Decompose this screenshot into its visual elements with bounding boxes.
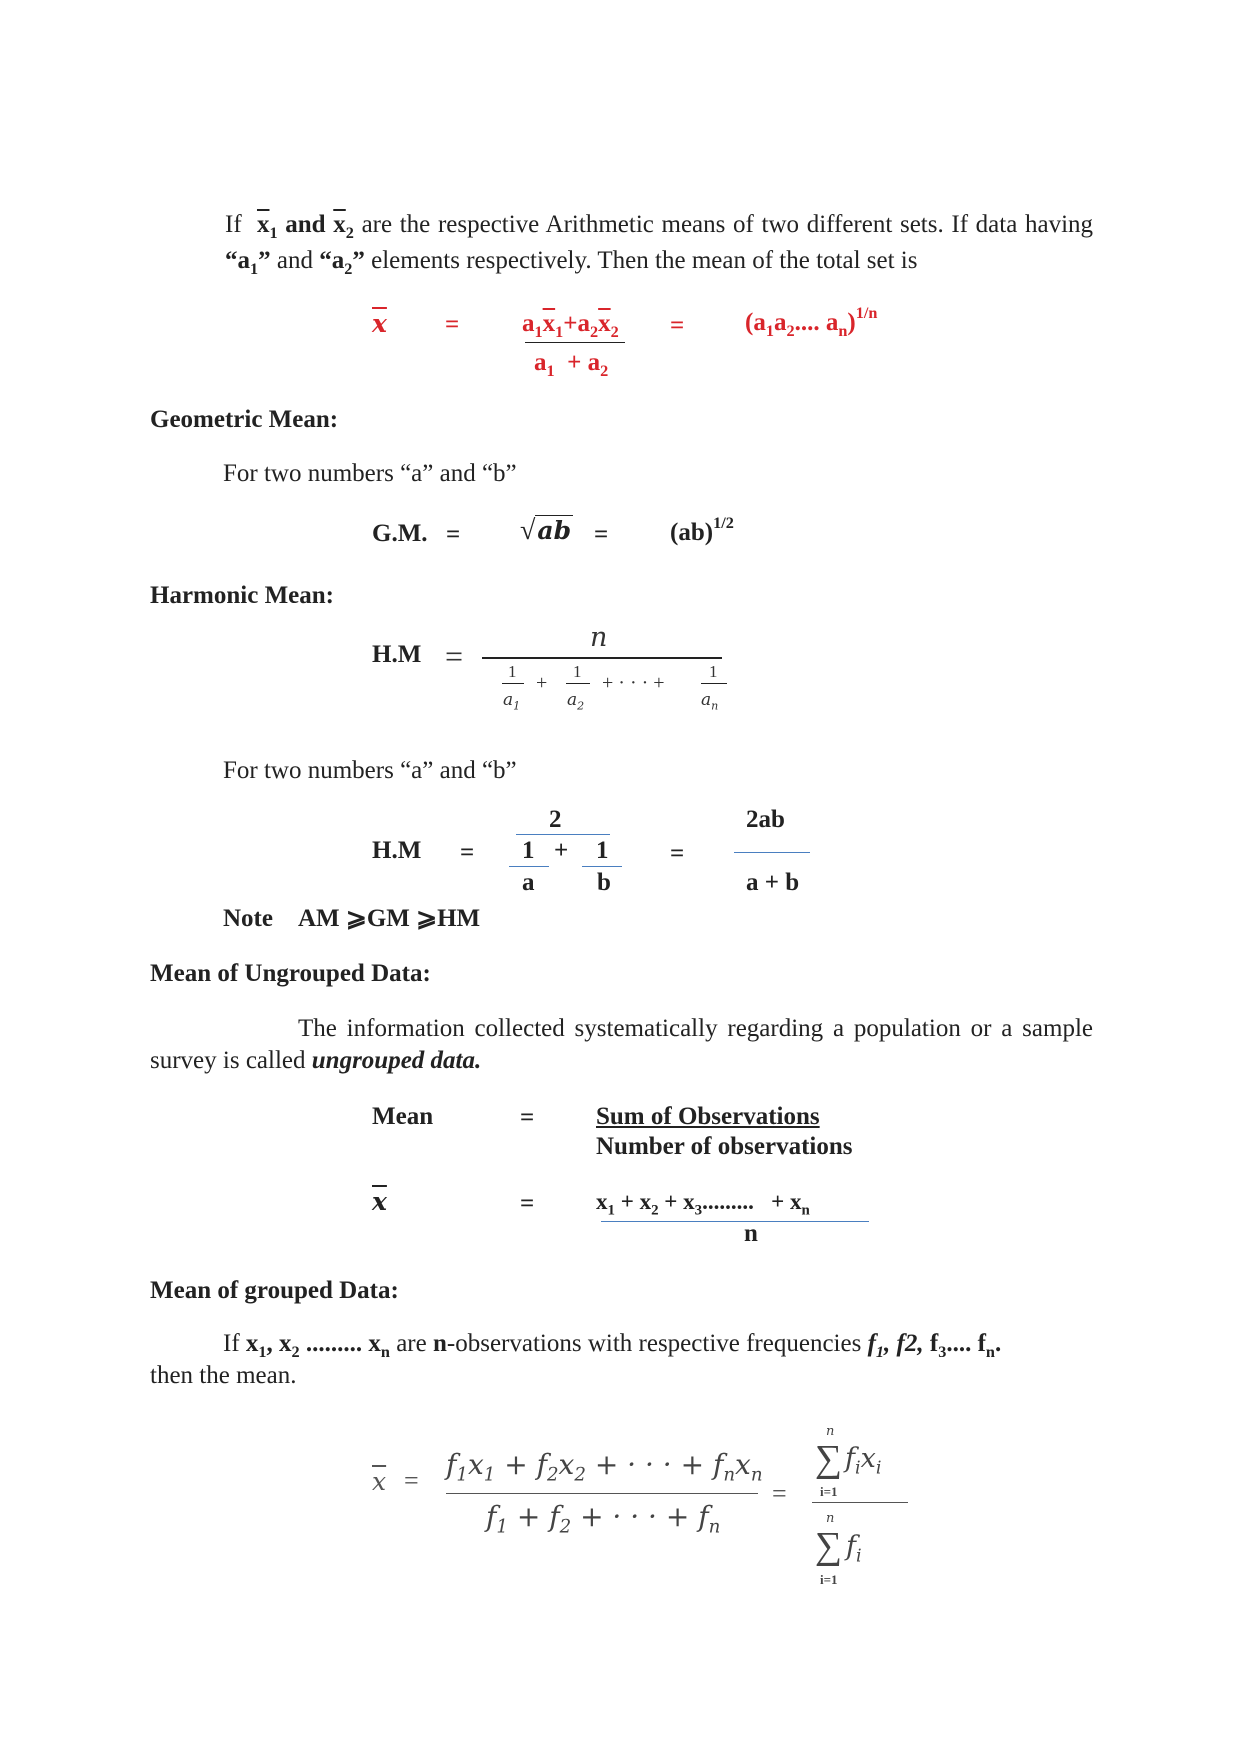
combined-fraction-bar xyxy=(525,342,625,343)
hm2-num: 2 xyxy=(549,806,562,833)
intro-rest2: elements respectively. Then the mean of the total set is xyxy=(371,247,918,274)
mean-lhs2: $\overline{x}$ xyxy=(372,1187,387,1216)
x2-sub: 2 xyxy=(345,224,354,242)
intro-rest1: are the respective Arithmetic means of two different sets. If data having xyxy=(361,211,1094,238)
sum-fraction-bar xyxy=(812,1502,908,1503)
hm2-bar3 xyxy=(734,852,810,853)
combined-denominator: $a_1 + a_2$ xyxy=(534,349,609,380)
grouped-lhs: $\overline{x}$ xyxy=(372,1467,387,1496)
note-label: Note xyxy=(223,905,273,932)
hm2-eq3: = xyxy=(670,840,685,867)
hm-a2: $a_2$ xyxy=(567,690,585,713)
hm-one-1: 1 xyxy=(508,662,517,681)
combined-eq2: = xyxy=(670,312,685,339)
hm2-bar-a xyxy=(509,866,549,867)
hm2-label: H.M xyxy=(372,837,422,864)
mean-num2: $x_1 + x_2 + x_3$......... + $x_n$ xyxy=(596,1189,810,1219)
hm-an: $a_n$ xyxy=(701,690,719,713)
hm-fraction-bar xyxy=(482,657,722,659)
grouped-paragraph: If $x_1$, $x_2$ ......... $x_n$ are n-observations with respective frequencies $f_1$, f2, $f_3$.... $f_n$. then the mean. xyxy=(150,1330,1002,1389)
hm-label: H.M xyxy=(372,641,422,668)
note-text: AM ⩾GM ⩾HM xyxy=(298,905,481,932)
mean-den1: Number of observations xyxy=(596,1133,853,1160)
sum-top-n: n xyxy=(826,1424,835,1439)
hm2-den3: a + b xyxy=(746,869,800,896)
hm-bar-2 xyxy=(566,683,590,684)
hm2-bar-b xyxy=(582,866,622,867)
gm-rhs: (ab)$^{1/2}$ xyxy=(670,513,734,546)
intro-paragraph xyxy=(225,207,1093,279)
mean-label: Mean xyxy=(372,1103,434,1130)
geometric-intro: For two numbers “a” and “b” xyxy=(223,460,517,487)
sum2-icon: ∑ xyxy=(815,1525,843,1567)
sum2-bottom: i=1 xyxy=(820,1572,838,1587)
hm2-one-b: 1 xyxy=(596,837,609,864)
x2-bar: $\overline{x}$ xyxy=(333,211,346,238)
grouped-numerator: $f_1x_1 + f_2x_2$ + · · · + $f_nx_n$ xyxy=(446,1448,763,1486)
hm2-eq: = xyxy=(460,839,475,866)
grouped-eq1: = xyxy=(404,1466,419,1495)
hm-plus-dots: + · · · + xyxy=(602,672,665,694)
hm2-one-a: 1 xyxy=(522,837,535,864)
gm-sqrt: √ab xyxy=(520,515,572,546)
a1-sub: 1 xyxy=(250,260,259,278)
hm2-den-b: b xyxy=(597,869,611,896)
combined-eq1: = xyxy=(445,311,460,338)
mean-eq1: = xyxy=(520,1104,535,1131)
combined-rhs: ($a_1a_2$.... $a_n)^{1/n}$ xyxy=(745,303,878,340)
gm-label: G.M. xyxy=(372,520,428,547)
hm-numerator: n xyxy=(590,622,608,653)
mean-eq2: = xyxy=(520,1190,535,1217)
a1-open: “a xyxy=(225,247,250,274)
sum-bottom: i=1 xyxy=(820,1484,838,1499)
sum2-term: $f_i$ xyxy=(846,1531,862,1567)
intro-and2: and xyxy=(276,247,313,274)
mean-den2: n xyxy=(744,1220,758,1247)
hm2-num3: 2ab xyxy=(746,806,785,833)
gm-eq1: = xyxy=(446,521,461,548)
hm-a1: $a_1$ xyxy=(503,690,521,713)
sum-icon: ∑ xyxy=(815,1438,843,1480)
ungrouped-paragraph: The information collected systematically regarding a population or a sample survey is called ungrouped data. xyxy=(150,1015,1093,1074)
grouped-fraction-bar xyxy=(446,1493,758,1494)
grouped-heading: Mean of grouped Data: xyxy=(150,1277,399,1304)
x1-sub: 1 xyxy=(269,224,278,242)
grouped-denominator: $f_1 + f_2$ + · · · + $f_n$ xyxy=(486,1500,721,1538)
hm-one-2: 1 xyxy=(573,662,582,681)
grouped-eq2: = xyxy=(772,1479,787,1508)
sum2-top-n: n xyxy=(826,1511,835,1526)
x1-bar: $\overline{x}$ xyxy=(256,211,270,238)
harmonic-heading: Harmonic Mean: xyxy=(150,582,334,609)
hm2-plus: + xyxy=(554,837,569,864)
hm2-outer-bar xyxy=(516,834,610,835)
combined-numerator: $a_1\overline{x}_1+a_2\overline{x}_2$ xyxy=(522,310,619,341)
mean-num1: Sum of Observations xyxy=(596,1103,820,1130)
a2-sub: 2 xyxy=(344,260,353,278)
mean-bar2 xyxy=(601,1221,869,1222)
gm-eq2: = xyxy=(594,521,609,548)
geometric-heading: Geometric Mean: xyxy=(150,406,339,433)
hm-plus1: + xyxy=(536,672,548,694)
hm2-den-a: a xyxy=(522,869,535,896)
sum-term: $f_ix_i$ xyxy=(845,1443,882,1479)
hm-eq: = xyxy=(445,638,464,674)
harmonic-intro2: For two numbers “a” and “b” xyxy=(223,757,517,784)
combined-lhs: $\overline{x}$ xyxy=(372,309,387,338)
intro-and: and xyxy=(285,211,326,238)
a2-close: ” xyxy=(352,247,365,274)
a1-close: ” xyxy=(258,247,271,274)
hm-bar-1 xyxy=(502,683,524,684)
hm-bar-n xyxy=(701,683,727,684)
sqrt-icon: √ xyxy=(520,515,536,546)
ungrouped-heading: Mean of Ungrouped Data: xyxy=(150,960,431,987)
intro-if: If xyxy=(225,211,242,238)
hm-one-n: 1 xyxy=(709,662,718,681)
a2-open: “a xyxy=(319,247,345,274)
